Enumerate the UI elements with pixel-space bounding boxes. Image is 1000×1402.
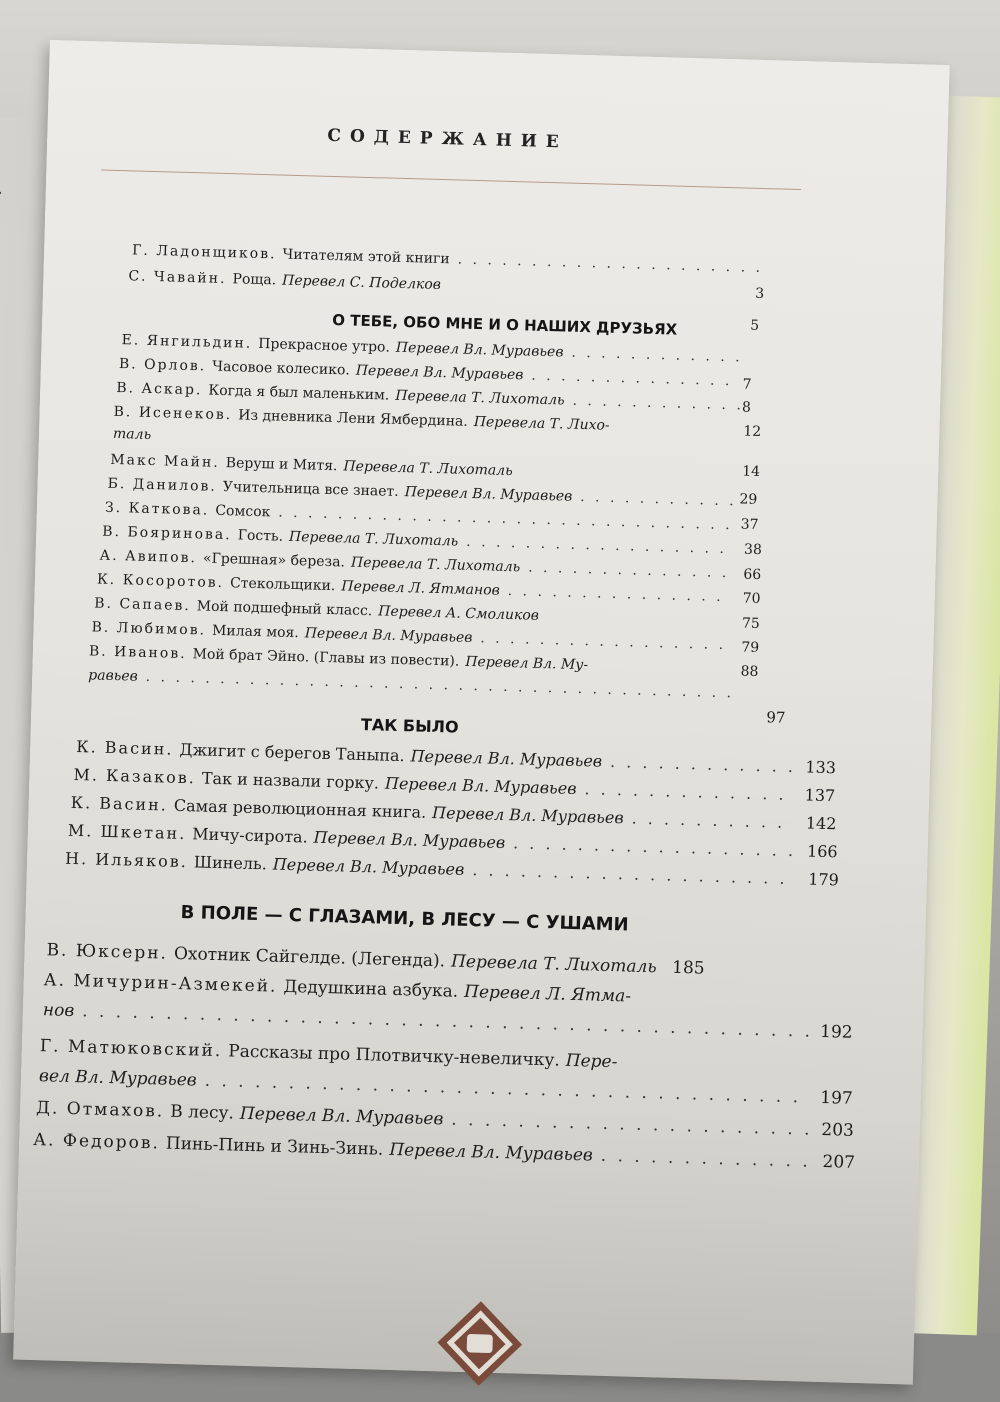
entry-page: 192 xyxy=(819,1021,853,1043)
entry-author: К. Васин. xyxy=(70,792,169,815)
entry-author: К. Косоротов. xyxy=(96,571,225,592)
entry-continuation: нов xyxy=(42,1000,75,1022)
table-of-contents xyxy=(13,40,950,1385)
entry-author: В. Любимов. xyxy=(91,619,207,639)
entry-page: 88 xyxy=(740,663,759,681)
entry-continuation: равьев xyxy=(88,667,138,685)
entry-author: М. Шкетан. xyxy=(67,820,187,844)
entry-page: 3 xyxy=(754,285,765,303)
entry-translator: Перевела Т. Лихоталь xyxy=(395,387,565,409)
entry-page: 197 xyxy=(820,1087,854,1109)
entry-title: Самая революционная книга. xyxy=(173,795,427,822)
page-title: СОДЕРЖАНИЕ xyxy=(327,125,569,153)
entry-title: Джигит с берегов Таныпа. xyxy=(179,739,405,766)
entry-title: Мой брат Эйно. (Главы из повести). xyxy=(192,646,460,670)
entry-translator: Перевел Вл. Муравьев xyxy=(272,854,465,879)
toc-entry xyxy=(113,404,609,434)
entry-translator: Перевел Вл. Муравьев xyxy=(355,362,524,384)
left-page-fragment xyxy=(0,186,2,204)
entry-page: 166 xyxy=(806,841,838,862)
entry-translator: Перевела Т. Лихоталь xyxy=(450,951,657,978)
dot-leader xyxy=(631,809,794,833)
dot-leader xyxy=(466,534,734,557)
entry-title: Охотник Сайгелде. (Легенда). xyxy=(173,943,446,972)
dot-leader xyxy=(82,1001,811,1041)
entry-page: 12 xyxy=(743,423,762,441)
entry-author: Г. Матюковский. xyxy=(39,1036,223,1062)
entry-page: 37 xyxy=(740,516,759,533)
entry-translator: Перевел Вл. Муравьев xyxy=(304,625,473,647)
entry-page: 70 xyxy=(742,590,761,608)
dot-leader xyxy=(457,251,764,276)
dot-leader xyxy=(513,833,796,860)
book-page xyxy=(13,40,950,1385)
entry-author: Макс Майн. xyxy=(110,451,221,471)
entry-title: Пинь-Пинь и Зинь-Зинь. xyxy=(165,1133,384,1160)
toc-entry-continuation-row xyxy=(88,667,748,701)
entry-translator: Перевел Л. Ятманов xyxy=(341,578,500,599)
entry-title: Прекрасное утро. xyxy=(258,335,391,356)
entry-title: Роща. xyxy=(232,271,277,289)
entry-translator: Перевел Вл. Муравьев xyxy=(384,773,577,798)
entry-translator: Перевела Т. Лихоталь xyxy=(350,554,521,576)
entry-page: 203 xyxy=(821,1119,855,1141)
entry-title: Веруш и Митя. xyxy=(225,455,338,475)
entry-translator: Перевел Вл. Муравьев xyxy=(239,1103,444,1130)
entry-author: В. Бояринова. xyxy=(102,523,232,544)
entry-translator: Перевел С. Поделков xyxy=(281,272,442,294)
entry-author: В. Юксерн. xyxy=(46,940,169,964)
entry-translator: Перевела Т. Лихо- xyxy=(473,413,610,434)
entry-author: В. Иванов. xyxy=(88,643,187,663)
entry-title: Учительница все знает. xyxy=(222,479,399,500)
entry-title: Так и назвали горку. xyxy=(201,768,380,793)
dot-leader xyxy=(278,505,737,534)
entry-title: Милая моя. xyxy=(211,622,300,642)
entry-page: 185 xyxy=(671,957,705,979)
entry-page: 137 xyxy=(804,785,836,806)
entry-translator: Перевела Т. Лихоталь xyxy=(288,528,459,550)
entry-continuation: вел Вл. Муравьев xyxy=(38,1066,197,1091)
dot-leader xyxy=(451,1110,812,1140)
entry-author: А. Мичурин-Азмекей. xyxy=(43,970,278,997)
entry-translator: Перевел Л. Ятма- xyxy=(463,981,632,1007)
entry-author: С. Чавайн. xyxy=(128,268,227,288)
toc-entry xyxy=(128,268,688,300)
dot-leader xyxy=(572,393,748,414)
entry-page: 66 xyxy=(743,566,762,584)
section-heading: О ТЕБЕ, ОБО МНЕ И О НАШИХ ДРУЗЬЯХ xyxy=(332,310,678,339)
entry-author: Б. Данилов. xyxy=(107,475,218,495)
entry-page: 97 xyxy=(766,708,786,727)
dot-leader xyxy=(204,1071,811,1108)
dot-leader xyxy=(571,345,743,366)
entry-author: Е. Янгильдин. xyxy=(121,332,253,352)
entry-title: Сомсок xyxy=(215,502,271,521)
entry-title: Дедушкина азбука. xyxy=(283,976,459,1002)
entry-author: В. Сапаев. xyxy=(94,595,192,615)
entry-author: Г. Ладонщиков. xyxy=(131,242,277,263)
entry-translator: Перевел Вл. Муравьев xyxy=(389,1139,594,1166)
entry-title: Когда я был маленьким. xyxy=(208,382,390,404)
entry-page: 38 xyxy=(743,541,763,559)
toc-entry xyxy=(43,970,631,1006)
dot-leader xyxy=(600,1146,813,1172)
entry-author: В. Орлов. xyxy=(118,356,207,375)
dot-leader xyxy=(480,630,723,653)
entry-title: «Грешная» береза. xyxy=(202,550,346,571)
entry-title: Гость. xyxy=(237,527,284,545)
entry-title: Мичу-сирота. xyxy=(192,824,308,847)
entry-title: Рассказы про Плотвичку-невеличку. xyxy=(228,1041,561,1071)
entry-translator: Перевел Вл. Муравьев xyxy=(395,339,564,361)
entry-author: А. Авипов. xyxy=(99,547,198,567)
dot-leader xyxy=(472,860,797,888)
dot-leader xyxy=(531,368,741,390)
dot-leader xyxy=(528,560,732,582)
dot-leader xyxy=(580,489,740,509)
diamond-ornament-icon xyxy=(433,1296,528,1391)
dot-leader xyxy=(508,583,729,605)
entry-continuation: таль xyxy=(112,425,152,443)
entry-page: 7 xyxy=(742,376,752,393)
entry-title: В лесу. xyxy=(169,1101,235,1124)
entry-translator: Перевел Вл. Муравьев xyxy=(404,484,573,505)
entry-page: 75 xyxy=(741,615,761,633)
entry-translator: Пере- xyxy=(565,1050,618,1073)
entry-translator: Перевел А. Смоликов xyxy=(378,603,540,624)
entry-title: Мой подшефный класс. xyxy=(196,598,373,620)
toc-entry xyxy=(40,1036,618,1072)
entry-title: Стекольщики. xyxy=(229,575,336,595)
entry-translator: Перевел Вл. Муравьев xyxy=(410,746,603,771)
entry-translator: Перевел Вл. Муравьев xyxy=(431,802,624,828)
entry-title: Шинель. xyxy=(193,852,268,874)
entry-translator: Перевел Вл. Му- xyxy=(465,653,589,674)
entry-page: 207 xyxy=(822,1152,856,1173)
entry-page: 5 xyxy=(750,317,760,334)
entry-page: 29 xyxy=(739,491,758,508)
section-heading: В ПОЛЕ — С ГЛАЗАМИ, В ЛЕСУ — С УШАМИ xyxy=(180,901,629,936)
entry-title: Из дневника Лени Ямбердина. xyxy=(238,407,469,430)
entry-page: 133 xyxy=(805,757,837,778)
entry-author: Д. Отмахов. xyxy=(35,1098,165,1122)
dot-leader xyxy=(610,752,794,776)
entry-translator: Перевел Вл. Муравьев xyxy=(313,827,506,853)
entry-author: З. Каткова. xyxy=(104,499,210,519)
title-divider xyxy=(101,169,801,190)
entry-author: Н. Ильяков. xyxy=(64,848,189,872)
entry-page: 8 xyxy=(741,399,752,416)
entry-author: В. Исенеков. xyxy=(113,403,233,424)
entry-author: М. Казаков. xyxy=(73,764,197,788)
entry-page: 179 xyxy=(808,869,840,890)
entry-translator: Перевела Т. Лихоталь xyxy=(343,458,513,480)
entry-page: 14 xyxy=(741,463,761,480)
entry-author: А. Федоров. xyxy=(33,1129,161,1154)
section-heading: ТАК БЫЛО xyxy=(360,714,459,737)
dot-leader xyxy=(584,779,793,804)
entry-author: К. Васин. xyxy=(76,737,174,759)
entry-page: 79 xyxy=(741,639,760,657)
dot-leader xyxy=(146,669,741,702)
entry-page: 142 xyxy=(805,813,837,834)
toc-entry-continuation-row xyxy=(43,1000,853,1043)
entry-title: Часовое колесико. xyxy=(212,358,351,379)
entry-author: В. Аскар. xyxy=(116,379,203,399)
entry-title: Читателям этой книги xyxy=(282,246,450,268)
